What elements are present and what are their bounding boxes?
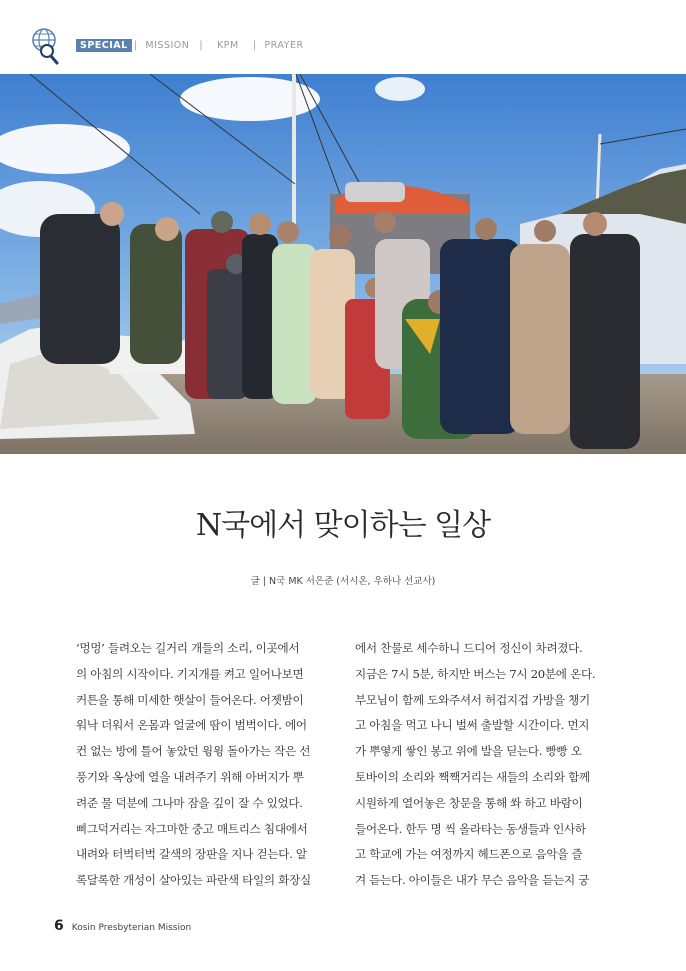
body-line: 록달록한 개성이 살아있는 파란색 타일의 화장실 xyxy=(76,873,311,888)
group-photo xyxy=(0,74,686,454)
nav-special[interactable]: SPECIAL xyxy=(76,39,132,52)
section-nav xyxy=(76,38,312,52)
page-header xyxy=(0,0,686,74)
body-line: 부모님이 함께 도와주셔서 허겁지겁 가방을 챙기 xyxy=(355,692,590,707)
nav-separator: | xyxy=(252,39,257,51)
body-column-left xyxy=(76,636,338,894)
body-line: 겨 듣는다. 아이들은 내가 무슨 음악을 듣는지 궁 xyxy=(355,873,590,888)
page-footer xyxy=(54,918,191,934)
article-title: N국에서 맞이하는 일상 xyxy=(195,508,491,543)
body-line: 컨 없는 방에 틀어 놓았던 윙윙 돌아가는 작은 선 xyxy=(76,744,311,759)
body-line: 삐그덕거리는 자그마한 중고 매트리스 침대에서 xyxy=(76,821,308,836)
page-number: 6 xyxy=(54,918,64,934)
article-byline: 글 | N국 MK 서은준 (서시온, 우하나 선교사) xyxy=(250,576,436,587)
body-line: 고 학교에 가는 여정까지 헤드폰으로 음악을 즐 xyxy=(355,847,583,862)
nav-separator: | xyxy=(133,39,138,51)
publication-name: Kosin Presbyterian Mission xyxy=(71,923,192,933)
body-line: 워낙 더워서 온몸과 얼굴에 땀이 범벅이다. 에어 xyxy=(76,718,307,733)
body-line: 고 아침을 먹고 나니 벌써 출발할 시간이다. 먼지 xyxy=(355,718,590,733)
body-line: 에서 찬물로 세수하니 드디어 정신이 차려졌다. xyxy=(355,641,583,655)
nav-mission[interactable]: MISSION xyxy=(145,39,190,51)
nav-separator: | xyxy=(199,39,204,51)
body-line: 커튼을 통해 미세한 햇살이 들어온다. 어젯밤이 xyxy=(76,692,304,707)
body-line: 토바이의 소리와 짹짹거리는 새들의 소리와 함께 xyxy=(355,769,590,784)
body-column-right xyxy=(355,636,617,894)
body-line: 려준 물 덕분에 그나마 잠을 깊이 잘 수 있었다. xyxy=(76,795,303,810)
body-line: ‘멍멍’ 들려오는 길거리 개들의 소리, 이곳에서 xyxy=(76,641,300,655)
body-line: 가 뿌옇게 쌓인 봉고 위에 발을 딛는다. 빵빵 오 xyxy=(355,744,582,759)
globe-magnifier-icon xyxy=(30,26,64,66)
body-line: 의 아침의 시작이다. 기지개를 켜고 일어나보면 xyxy=(76,666,304,681)
body-line: 내려와 터벅터벅 갈색의 장판을 지나 걷는다. 알 xyxy=(76,847,307,862)
body-line: 지금은 7시 5분, 하지만 버스는 7시 20분에 온다. xyxy=(355,666,596,681)
body-line: 풍기와 옥상에 열을 내려주기 위해 아버지가 뿌 xyxy=(76,769,304,784)
body-line: 시원하게 열어놓은 창문을 통해 쏴 하고 바람이 xyxy=(355,795,583,810)
nav-kpm[interactable]: KPM xyxy=(217,39,239,51)
nav-prayer[interactable]: PRAYER xyxy=(264,39,304,51)
body-line: 들어온다. 한두 명 씩 올라타는 동생들과 인사하 xyxy=(355,821,586,836)
